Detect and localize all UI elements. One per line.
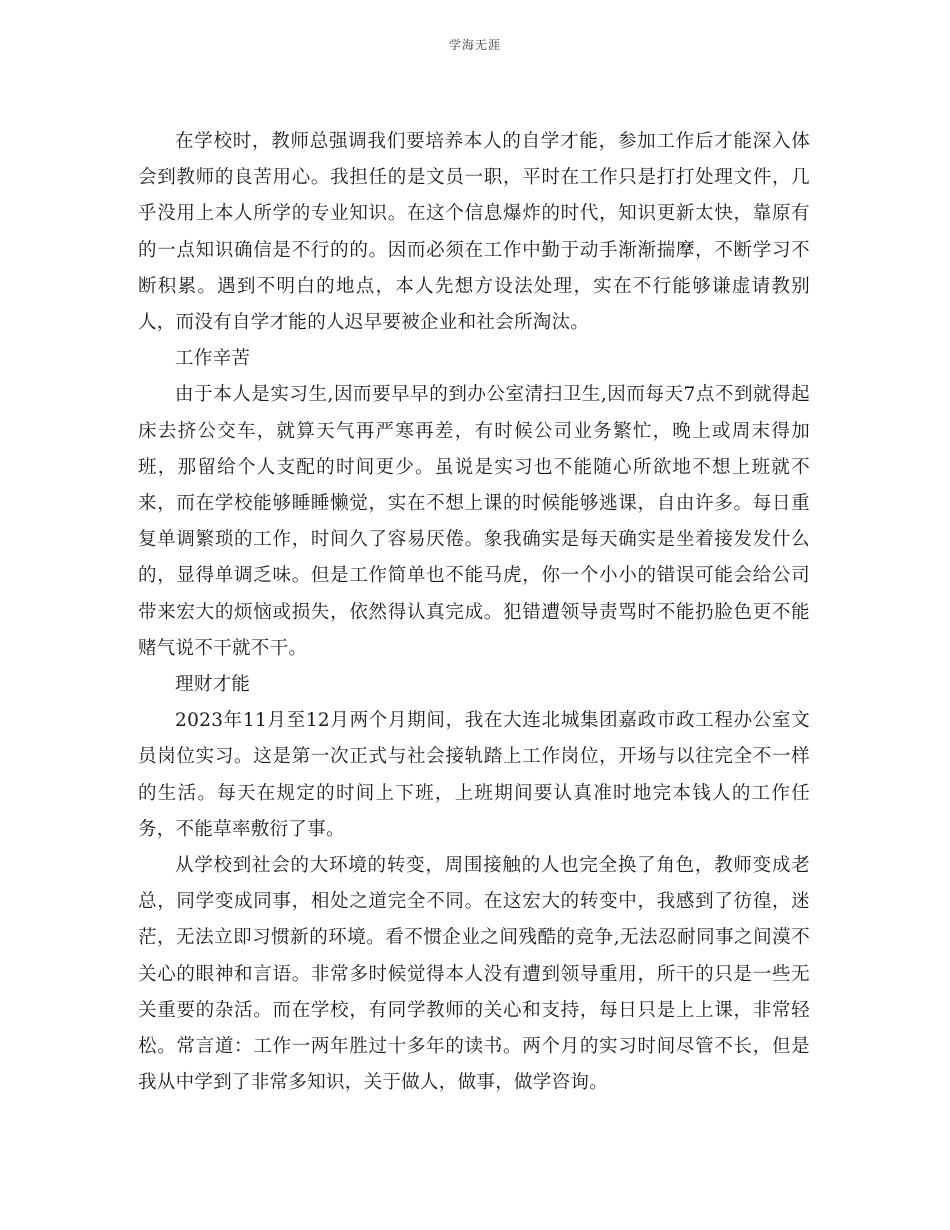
paragraph-environment-change: 从学校到社会的大环境的转变，周围接触的人也完全换了角色，教师变成老总，同学变成同事，相处之道完全不同。在这宏大的转变中，我感到了彷徨，迷茫，无法立即习惯新的环境。看不惯企业之间残酷的竞争,无法忍耐同事之间漠不关心的眼神和言语。非常多时候觉得本人没有遭到领导重用，所干的只是一些无关重要的杂活。而在学校，有同学教师的关心和支持，每日只是上上课，非常轻松。常言道：工作一两年胜过十多年的读书。两个月的实习时间尽管不长，但是我从中学到了非常多知识，关于做人，做事，做学咨询。 (138, 855, 810, 1094)
paragraph-work-hardship: 由于本人是实习生,因而要早早的到办公室清扫卫生,因而每天7点不到就得起床去挤公交车，就算天气再严寒再差，有时候公司业务繁忙，晚上或周末得加班，那留给个人支配的时间更少。虽说是实习也不能随心所欲地不想上班就不来，而在学校能够睡睡懒觉，实在不想上课的时候能够逃课，自由许多。每日重复单调繁琐的工作，时间久了容易厌倦。象我确实是每天确实是坐着接发发什么的，显得单调乏味。但是工作简单也不能马虎，你一个小小的错误可能会给公司带来宏大的烦恼或损失，依然得认真完成。犯错遭领导责骂时不能扔脸色更不能赌气说不干就不干。 (138, 384, 810, 659)
document-body (138, 124, 810, 1101)
page-header: 学海无涯 (448, 38, 501, 52)
paragraph-self-study: 在学校时，教师总强调我们要培养本人的自学才能，参加工作后才能深入体会到教师的良苦用心。我担任的是文员一职，平时在工作只是打打处理文件，几乎没用上本人所学的专业知识。在这个信息爆炸的时代，知识更新太快，靠原有的一点知识确信是不行的的。因而必须在工作中勤于动手渐渐揣摩，不断学习不断积累。遇到不明白的地点，本人先想方设法处理，实在不行能够谦虚请教别人，而没有自学才能的人迟早要被企业和社会所淘汰。 (138, 131, 810, 334)
paragraph-internship-period: 2023年11月至12月两个月期间，我在大连北城集团嘉政市政工程办公室文员岗位实习。这是第一次正式与社会接轨踏上工作岗位，开场与以往完全不一样的生活。每天在规定的时间上下班，上班期间要认真准时地完本钱人的工作任务，不能草率敷衍了事。 (138, 710, 810, 840)
heading-work-hardship: 工作辛苦 (175, 348, 251, 370)
heading-financial-ability: 理财才能 (175, 674, 251, 696)
